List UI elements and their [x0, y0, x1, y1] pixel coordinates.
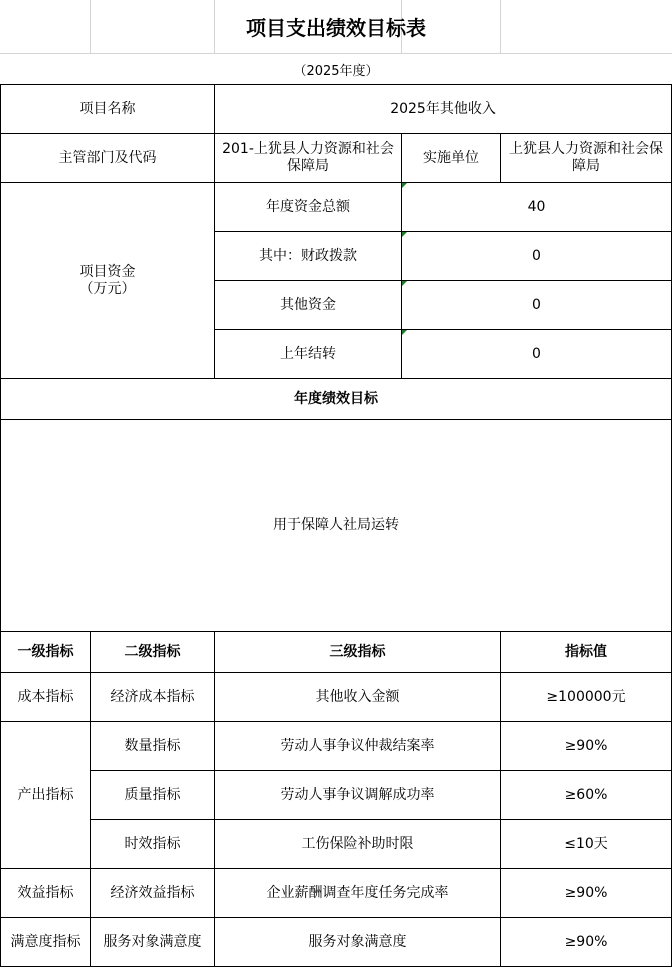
level2-indicator: 时效指标	[91, 820, 215, 869]
level3-indicator: 服务对象满意度	[215, 918, 501, 967]
level2-indicator: 数量指标	[91, 722, 215, 771]
implementing-unit-label: 实施单位	[402, 134, 501, 183]
funds-label-text: 项目资金	[79, 263, 136, 280]
level2-header: 二级指标	[91, 632, 215, 673]
indicator-header-row	[1, 632, 672, 673]
indicator-row	[1, 771, 672, 820]
department-row	[1, 134, 672, 183]
department-label: 主管部门及代码	[1, 134, 215, 183]
annual-goal-header-row	[1, 379, 672, 420]
fund-label: 其他资金	[215, 281, 402, 330]
fund-label: 上年结转	[215, 330, 402, 379]
indicator-value: ≥60%	[501, 771, 672, 820]
level3-indicator: 企业薪酬调查年度任务完成率	[215, 869, 501, 918]
annual-goal-text: 用于保障人社局运转	[1, 420, 672, 632]
fund-row	[1, 183, 672, 232]
funds-unit-text: （万元）	[79, 280, 136, 297]
indicator-row	[1, 722, 672, 771]
indicator-value: ≥90%	[501, 918, 672, 967]
project-funds-label	[1, 183, 215, 379]
level2-indicator: 质量指标	[91, 771, 215, 820]
indicator-value-header: 指标值	[501, 632, 672, 673]
annual-goal-row	[1, 420, 672, 632]
level3-indicator: 劳动人事争议调解成功率	[215, 771, 501, 820]
indicator-row	[1, 918, 672, 967]
level1-indicator: 产出指标	[1, 722, 91, 869]
fund-value: 0	[402, 232, 672, 281]
indicator-row	[1, 820, 672, 869]
indicator-value: ≥100000元	[501, 673, 672, 722]
level3-indicator: 工伤保险补助时限	[215, 820, 501, 869]
performance-table	[0, 84, 672, 967]
year-label: （2025年度）	[0, 53, 672, 85]
level1-indicator: 满意度指标	[1, 918, 91, 967]
project-name-value: 2025年其他收入	[215, 85, 672, 134]
project-name-row	[1, 85, 672, 134]
table-title: 项目支出绩效目标表	[246, 16, 426, 40]
fund-value: 40	[402, 183, 672, 232]
fund-value: 0	[402, 330, 672, 379]
level1-header: 一级指标	[1, 632, 91, 673]
indicator-value: ≥90%	[501, 722, 672, 771]
level2-indicator: 服务对象满意度	[91, 918, 215, 967]
level1-indicator: 成本指标	[1, 673, 91, 722]
fund-label: 年度资金总额	[215, 183, 402, 232]
annual-goal-header: 年度绩效目标	[1, 379, 672, 420]
level3-header: 三级指标	[215, 632, 501, 673]
level1-indicator: 效益指标	[1, 869, 91, 918]
fund-value: 0	[402, 281, 672, 330]
fund-label: 其中：财政拨款	[215, 232, 402, 281]
indicator-value: ≥90%	[501, 869, 672, 918]
implementing-unit-value: 上犹县人力资源和社会保障局	[501, 134, 672, 183]
department-value: 201-上犹县人力资源和社会保障局	[215, 134, 402, 183]
indicator-row	[1, 869, 672, 918]
level3-indicator: 其他收入金额	[215, 673, 501, 722]
level2-indicator: 经济效益指标	[91, 869, 215, 918]
project-name-label: 项目名称	[1, 85, 215, 134]
level2-indicator: 经济成本指标	[91, 673, 215, 722]
level3-indicator: 劳动人事争议仲裁结案率	[215, 722, 501, 771]
indicator-value: ≤10天	[501, 820, 672, 869]
indicator-row	[1, 673, 672, 722]
